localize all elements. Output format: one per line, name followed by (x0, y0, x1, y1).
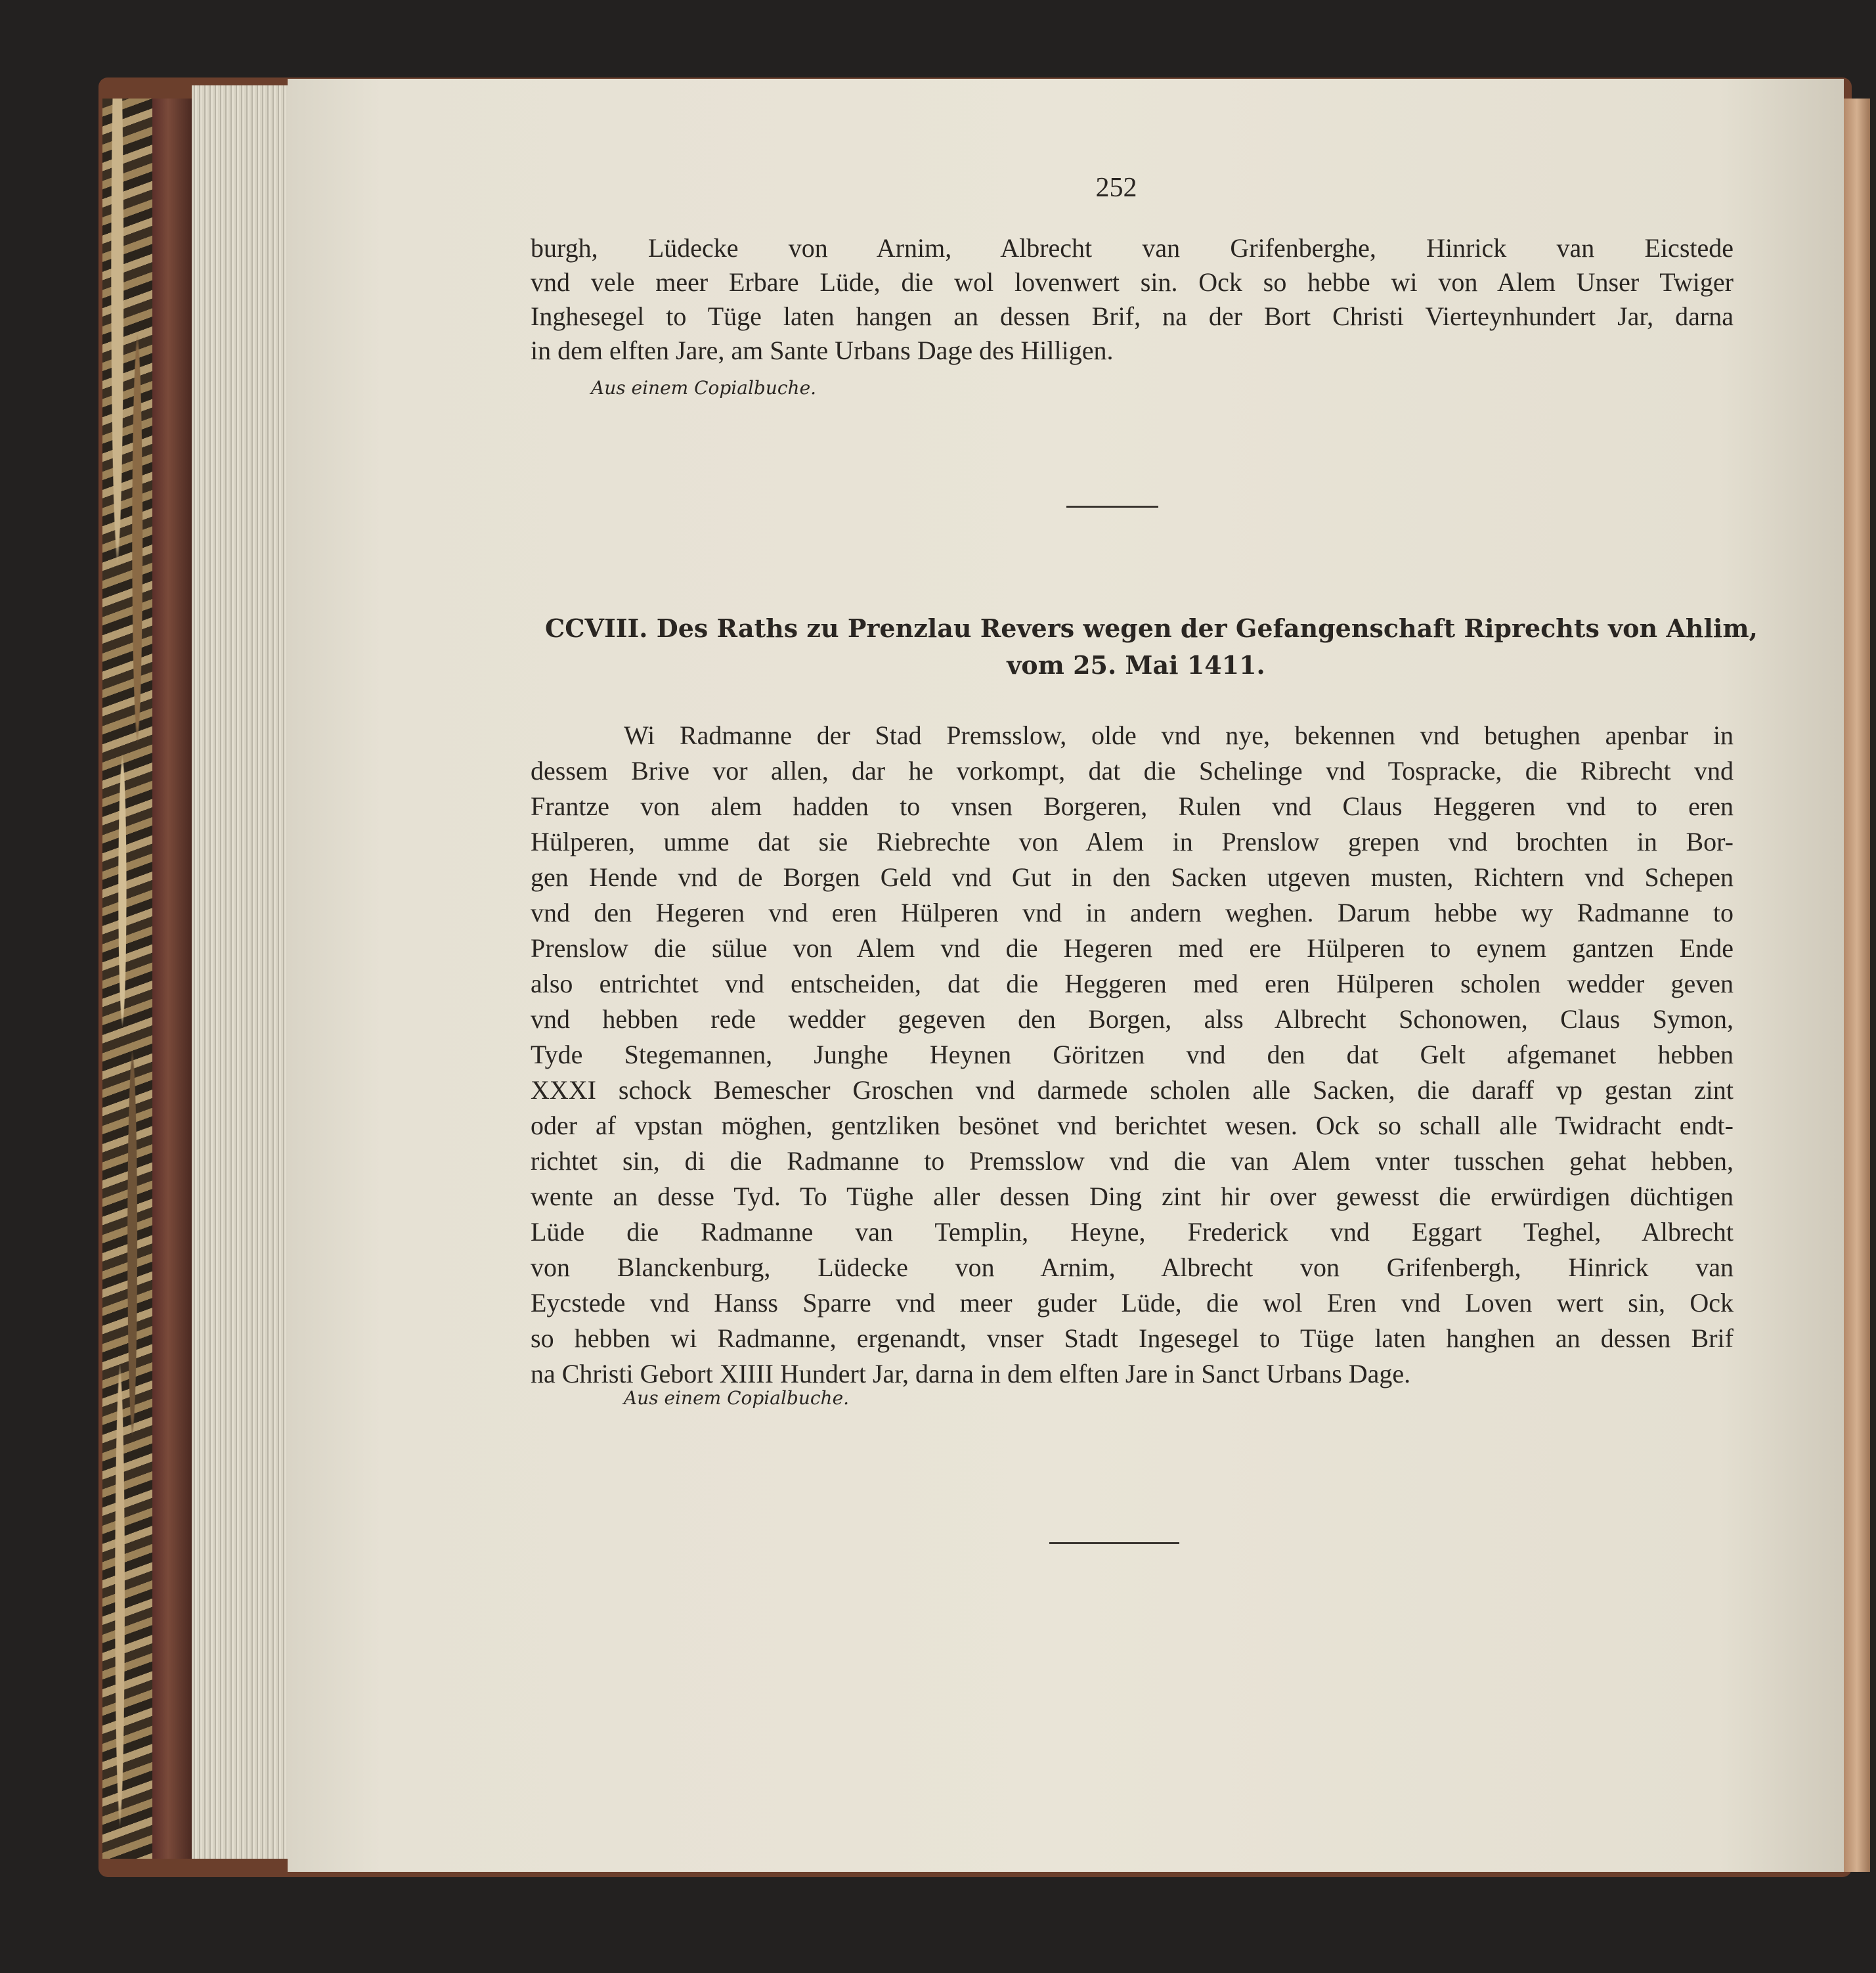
text-line: in dem elften Jare, am Sante Urbans Dage des Hilligen. (531, 336, 1114, 365)
text-line: Tyde Stegemannen, Junghe Heynen Göritzen vnd den dat Gelt afgemanet hebben (531, 1040, 1734, 1069)
heading-line: CCVIII. Des Raths zu Prenzlau Revers wegen der Gefangenschaft Riprechts von Ahlim, (545, 613, 1758, 643)
text-line: also entrichtet vnd entscheiden, dat die Heggeren med eren Hülperen scholen wedder geven (531, 969, 1734, 998)
page-number: 252 (1095, 173, 1137, 203)
text-line: Hülperen, umme dat sie Riebrechte von Alem in Prenslow grepen vnd brochten in Bor- (531, 827, 1734, 856)
text-line: Eycstede vnd Hanss Sparre vnd meer guder Lüde, die wol Eren vnd Loven wert sin, Ock (531, 1288, 1734, 1318)
text-line: Prenslow die sülue von Alem vnd die Hegeren med ere Hülperen to eynem gantzen Ende (531, 933, 1734, 963)
source-note: Aus einem Copialbuche. (624, 1387, 850, 1409)
text-line: vnd den Hegeren vnd eren Hülperen vnd in andern weghen. Darum hebbe wy Radmanne to (531, 898, 1734, 927)
text-line: Wi Radmanne der Stad Premsslow, olde vnd nye, bekennen vnd betughen apenbar in (624, 720, 1734, 750)
text-line: so hebben wi Radmanne, ergenandt, vnser Stadt Ingesegel to Tüge laten hanghen an dessen Brif (531, 1323, 1734, 1353)
text-line: von Blanckenburg, Lüdecke von Arnim, Albrecht von Grifenbergh, Hinrick van (531, 1253, 1734, 1282)
text-line: dessem Brive vor allen, dar he vorkompt, dat die Schelinge vnd Tospracke, die Ribrecht vnd (531, 756, 1734, 786)
marbled-board (102, 99, 155, 1859)
text-line: vnd vele meer Erbare Lüde, die wol lovenwert sin. Ock so hebbe wi von Alem Unser Twiger (531, 267, 1734, 297)
page-edges (192, 85, 290, 1859)
text-line: Inghesegel to Tüge laten hangen an dessen Brif, na der Bort Christi Vierteynhundert Jar, darna (531, 301, 1734, 331)
text-line: XXXI schock Bemescher Groschen vnd darmede scholen alle Sacken, die daraff vp gestan zint (531, 1075, 1734, 1105)
heading-date: vom 25. Mai 1411. (1007, 650, 1265, 680)
text-line: na Christi Gebort XIIII Hundert Jar, darna in dem elften Jare in Sanct Urbans Dage. (531, 1359, 1411, 1388)
text-line: burgh, Lüdecke von Arnim, Albrecht van Grifenberghe, Hinrick van Eicstede (531, 233, 1734, 263)
section-rule (1066, 506, 1158, 508)
text-line: Lüde die Radmanne van Templin, Heyne, Frederick vnd Eggart Teghel, Albrecht (531, 1217, 1734, 1247)
facing-page-edge (1844, 99, 1870, 1872)
text-line: richtet sin, di die Radmanne to Premsslow vnd die van Alem vnter tusschen gehat hebben, (531, 1146, 1734, 1176)
spine-strip (152, 99, 192, 1859)
text-line: vnd hebben rede wedder gegeven den Borgen, alss Albrecht Schonowen, Claus Symon, (531, 1004, 1734, 1034)
text-line: Frantze von alem hadden to vnsen Borgeren, Rulen vnd Claus Heggeren vnd to eren (531, 791, 1734, 821)
text-line: gen Hende vnd de Borgen Geld vnd Gut in den Sacken utgeven musten, Richtern vnd Schepen (531, 862, 1734, 892)
end-rule (1049, 1542, 1179, 1544)
source-note: Aus einem Copialbuche. (591, 377, 817, 399)
text-line: wente an desse Tyd. To Tüghe aller dessen Ding zint hir over gewesst die erwürdigen düchtigen (531, 1182, 1734, 1211)
text-line: oder af vpstan möghen, gentzliken besönet vnd berichtet wesen. Ock so schall alle Twidracht endt- (531, 1111, 1734, 1140)
